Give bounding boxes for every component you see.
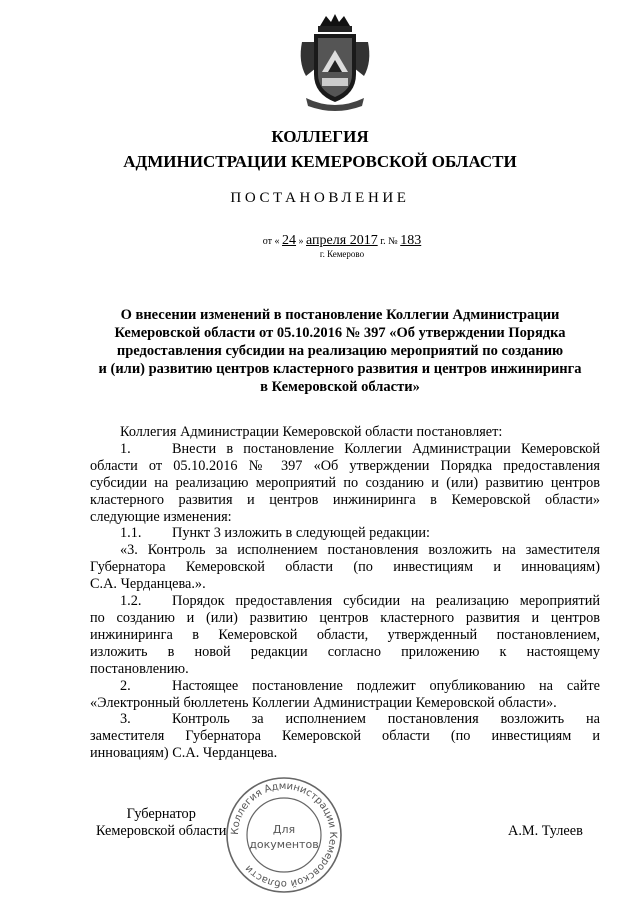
date-day: 24	[282, 233, 297, 248]
document-city: г. Кемерово	[319, 249, 365, 259]
coat-of-arms-icon	[296, 12, 374, 112]
paragraph-1-2-line: по созданию и (или) развитию центров кластерного развития и центров	[90, 609, 600, 626]
signatory-name: А.М. Тулеев	[508, 823, 583, 839]
paragraph-1-2-line: изложить в новой редакции согласно приложению к настоящему	[90, 643, 600, 660]
quote-line: Губернатора Кемеровской области (по инвестициям и инновациям)	[90, 559, 600, 576]
position-line: Кемеровской области	[96, 823, 227, 839]
org-name-line2: АДМИНИСТРАЦИИ КЕМЕРОВСКОЙ ОБЛАСТИ	[123, 152, 517, 171]
paragraph-1-2: 1.2. Порядок предоставления субсидии на реализацию мероприятий	[120, 593, 600, 610]
quote-line: «3. Контроль за исполнением постановления возложить на заместителя	[120, 542, 600, 559]
document-date-line	[0, 233, 640, 249]
stamp-center-line1: Для	[272, 823, 296, 836]
stamp-center-line2: документов	[249, 838, 319, 851]
paragraph-3-line: заместителя Губернатора Кемеровской области (по инвестициям и	[90, 728, 600, 745]
title-line: Кемеровской области от 05.10.2016 № 397 «Об утверждении Порядка	[114, 325, 566, 341]
paragraph-1-line: следующие изменения:	[90, 508, 232, 525]
title-line: предоставления субсидии на реализацию мероприятий по созданию	[116, 343, 564, 359]
paragraph-number: 1.	[120, 440, 131, 457]
title-line: в Кемеровской области»	[260, 379, 420, 395]
quote-line: С.А. Черданцева.».	[90, 576, 206, 593]
paragraph-1-2-line: инжиниринга в Кемеровской области, утвержденный постановлением,	[90, 626, 600, 643]
paragraph-2-line: «Электронный бюллетень Коллегии Администрации Кемеровской области».	[90, 694, 557, 711]
title-line: О внесении изменений в постановление Коллегии Администрации	[120, 307, 560, 323]
paragraph-1-line: кластерного развития и центров инжиниринга в Кемеровской области»	[90, 491, 600, 508]
paragraph-number: 1.1.	[120, 525, 142, 542]
paragraph-2: 2. Настоящее постановление подлежит опубликованию на сайте	[120, 677, 600, 694]
paragraph-1-1: 1.1. Пункт 3 изложить в следующей редакции:	[120, 525, 430, 542]
paragraph-3-line: инновациям) С.А. Черданцева.	[90, 745, 278, 762]
document-number: 183	[400, 233, 422, 248]
paragraph-number: 3.	[120, 711, 131, 728]
paragraph-3: 3. Контроль за исполнением постановления возложить на	[120, 711, 600, 728]
position-line: Губернатор	[126, 806, 196, 822]
title-line: и (или) развитию центров кластерного развития и центров инжиниринга	[98, 361, 582, 377]
org-name-line1: КОЛЛЕГИЯ	[271, 127, 369, 146]
seal-stamp-icon	[224, 775, 344, 895]
paragraph-number: 2.	[120, 677, 131, 694]
date-suffix: г. №	[380, 236, 398, 247]
date-mid: »	[298, 236, 304, 247]
paragraph-1-2-line: постановлению.	[90, 660, 189, 677]
document-body	[90, 424, 600, 762]
paragraph-1-line: области от 05.10.2016 № 397 «Об утверждении Порядка предоставления	[90, 457, 600, 474]
paragraph-number: 1.2.	[120, 593, 142, 610]
date-month-year: апреля 2017	[306, 233, 378, 248]
intro-text: Коллегия Администрации Кемеровской области постановляет:	[120, 424, 503, 440]
signatory-position	[96, 806, 226, 840]
paragraph-1-line: субсидии на реализацию мероприятий по созданию и (или) развитию центров	[90, 474, 600, 491]
stamp-ring-text: Коллегия Администрации Кемеровской области	[229, 780, 339, 890]
date-prefix: от «	[262, 236, 280, 247]
paragraph-1: 1. Внести в постановление Коллегии Администрации Кемеровской	[120, 440, 600, 457]
document-title	[80, 306, 600, 396]
document-type: ПОСТАНОВЛЕНИЕ	[230, 190, 410, 206]
